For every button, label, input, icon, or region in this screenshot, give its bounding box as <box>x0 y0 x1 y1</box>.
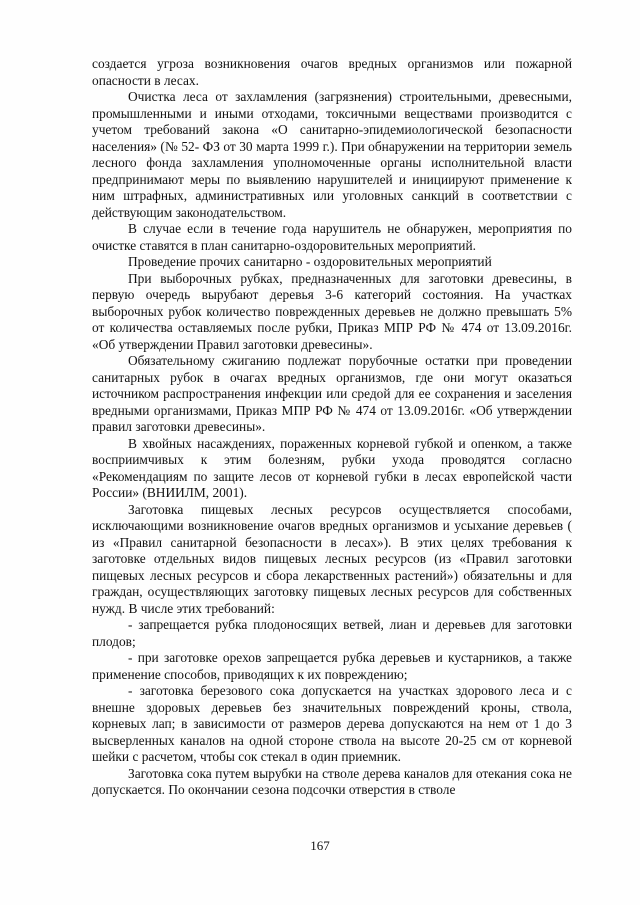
list-item-2: - при заготовке орехов запрещается рубка деревьев и кустарников, а также применение способов, приводящих к их повреждению; <box>92 650 572 682</box>
paragraph-6: Обязательному сжиганию подлежат порубочные остатки при проведении санитарных рубок в очагах вредных организмов, где они могут оказаться источником распространения инфекции или средой для ее сохранения и заселения вредными организмами, Приказ МПР РФ № 474 от 13.09.2016г. «Об утверждении правил заготовки древесины». <box>92 353 572 434</box>
paragraph-12: Заготовка сока путем вырубки на стволе дерева каналов для отекания сока не допускается. По окончании сезона подсочки отверстия в стволе <box>92 765 572 797</box>
list-item-1: - запрещается рубка плодоносящих ветвей, лиан и деревьев для заготовки плодов; <box>92 617 572 649</box>
list-item-3: - заготовка березового сока допускается на участках здорового леса и с внешне здоровых деревьев без значительных повреждений кроны, ствола, корневых лап; в зависимости от размеров дерева допускаются на нем от 1 до 3 высверленных каналов на одной стороне ствола на высоте 20-25 см от корневой шейки с расчетом, чтобы сок стекал в один приемник. <box>92 683 572 764</box>
paragraph-5: При выборочных рубках, предназначенных для заготовки древесины, в первую очередь вырубают деревья 3-6 категорий состояния. На участках выборочных рубок количество поврежденных деревьев не должно превышать 5% от количества оставляемых после рубки, Приказ МПР РФ № 474 от 13.09.2016г. «Об утверждении Правил заготовки древесины». <box>92 270 572 352</box>
paragraph-7: В хвойных насаждениях, пораженных корневой губкой и опенком, а также восприимчивых к этим болезням, рубки ухода проводятся согласно «Рекомендациям по защите лесов от корневой губки в лесах европейской части России» (ВНИИЛМ, 2001). <box>92 435 572 500</box>
paragraph-2: Очистка леса от захламления (загрязнения) строительными, древесными, промышленными и иными отходами, токсичными веществами производится с учетом требований закона «О санитарно-эпидемиологической безопасности населения» (№ 52- ФЗ от 30 марта 1999 г.). При обнаружении на территории земель лесного фонда захламления уполномоченные органы исполнительной власти предпринимают меры по выявлению нарушителей и инициируют применение к ним штрафных, административных или уголовных санкций в соответствии с действующим законодательством. <box>92 89 572 220</box>
paragraph-3: В случае если в течение года нарушитель не обнаружен, мероприятия по очистке ставятся в план санитарно-оздоровительных мероприятий. <box>92 221 572 253</box>
paragraph-8: Заготовка пищевых лесных ресурсов осуществляется способами, исключающими возникновение очагов вредных организмов и усыхание деревьев ( из «Правил санитарной безопасности в лесах»). В этих целях требования к заготовке отдельных видов пищевых лесных ресурсов (из «Правил заготовки пищевых лесных ресурсов и сбора лекарственных растений») обязательны и для граждан, осуществляющих заготовку пищевых лесных ресурсов для собственных нужд. В числе этих требований: <box>92 501 572 616</box>
body-text <box>92 56 572 799</box>
section-heading: Проведение прочих санитарно - оздоровительных мероприятий <box>128 254 492 269</box>
page-number: 167 <box>310 838 330 853</box>
paragraph-1: создается угроза возникновения очагов вредных организмов или пожарной опасности в лесах. <box>92 56 572 88</box>
